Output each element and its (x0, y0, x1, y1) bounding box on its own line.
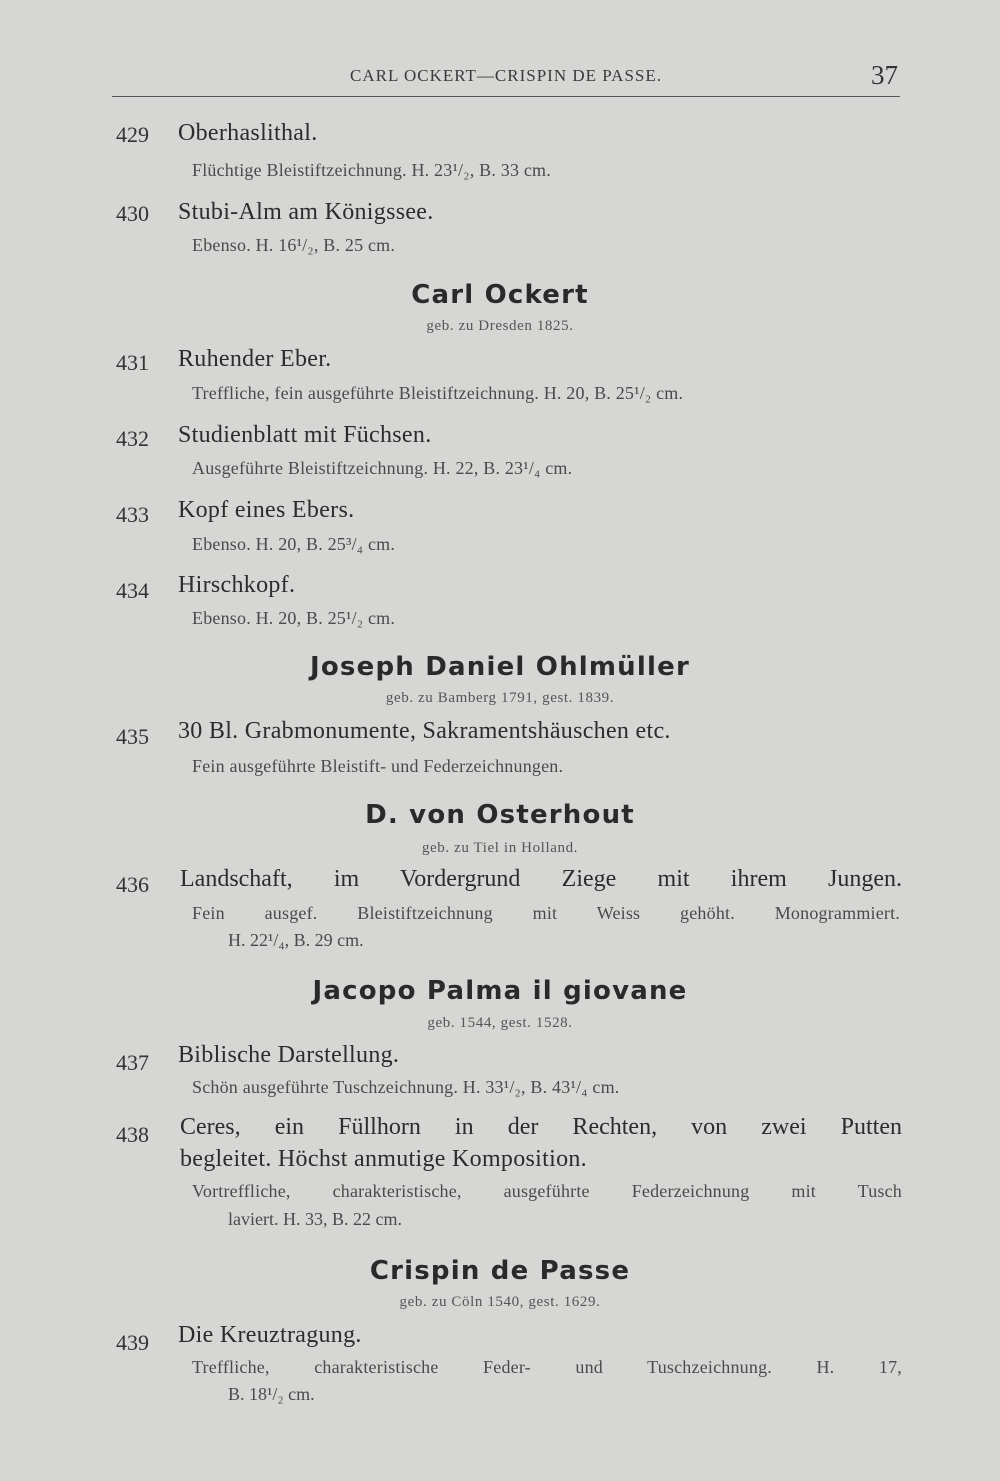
entry-title-continued: begleitet. Höchst anmutige Komposition. (180, 1146, 587, 1172)
entry-title: Stubi-Alm am Königssee. (178, 199, 434, 225)
entry-description: Ebenso. H. 16¹/₂, B. 25 cm. (192, 235, 396, 255)
artist-bio: geb. zu Tiel in Holland. (421, 840, 579, 856)
entry-number: 436 (116, 872, 149, 897)
entry-number: 430 (116, 201, 149, 226)
entry-number: 438 (116, 1122, 149, 1147)
entry-title: Ceres, ein Füllhorn in der Rechten, von zwei Putten (180, 1114, 902, 1140)
entry-title: 30 Bl. Grabmonumente, Sakramentshäuschen etc. (178, 718, 671, 744)
entry-number: 434 (116, 578, 149, 603)
entry-number: 439 (116, 1330, 149, 1355)
entry-description-continued: B. 18¹/₂ cm. (228, 1384, 315, 1404)
entry-title: Studienblatt mit Füchsen. (178, 422, 432, 448)
entry-description: Ausgeführte Bleistiftzeichnung. H. 22, B. 23¹/₄ cm. (192, 458, 573, 478)
entry-description: Flüchtige Bleistiftzeichnung. H. 23¹/₂, B. 33 cm. (192, 160, 551, 180)
entry-title: Die Kreuztragung. (178, 1322, 362, 1348)
entry-number: 429 (116, 122, 149, 147)
entry-number: 433 (116, 502, 149, 527)
artist-bio: geb. 1544, gest. 1528. (427, 1015, 573, 1031)
artist-heading: Joseph Daniel Ohlmüller (310, 652, 690, 682)
artist-heading: D. von Osterhout (365, 800, 635, 830)
entry-description: Fein ausgeführte Bleistift- und Federzeichnungen. (192, 756, 564, 776)
artist-bio: geb. zu Dresden 1825. (426, 318, 574, 334)
entry-number: 435 (116, 724, 149, 749)
entry-description: Ebenso. H. 20, B. 25¹/₂ cm. (192, 608, 396, 628)
artist-bio: geb. zu Cöln 1540, gest. 1629. (399, 1294, 601, 1310)
artist-heading: Carl Ockert (411, 280, 589, 310)
entry-description: Treffliche, fein ausgeführte Bleistiftzeichnung. H. 20, B. 25¹/₂ cm. (192, 383, 684, 403)
entry-title: Hirschkopf. (178, 572, 296, 598)
entry-description: Vortreffliche, charakteristische, ausgeführte Federzeichnung mit Tusch (192, 1181, 902, 1201)
artist-heading: Crispin de Passe (369, 1256, 631, 1286)
entry-title: Biblische Darstellung. (178, 1042, 400, 1068)
page-number: 37 (871, 60, 898, 90)
entry-title: Oberhaslithal. (178, 120, 318, 146)
artist-heading: Jacopo Palma il giovane (312, 976, 688, 1006)
header-title: CARL OCKERT—CRISPIN DE PASSE. (350, 66, 662, 85)
entry-title: Kopf eines Ebers. (178, 497, 355, 523)
entry-description-continued: laviert. H. 33, B. 22 cm. (228, 1209, 402, 1229)
entry-description: Fein ausgef. Bleistiftzeichnung mit Weiss gehöht. Monogrammiert. (192, 903, 900, 923)
entry-title: Ruhender Eber. (178, 346, 332, 372)
running-header (112, 62, 900, 97)
artist-bio: geb. zu Bamberg 1791, gest. 1839. (385, 690, 615, 706)
entry-number: 437 (116, 1050, 149, 1075)
entry-description: Schön ausgeführte Tuschzeichnung. H. 33¹/₂, B. 43¹/₄ cm. (192, 1077, 620, 1097)
entry-number: 431 (116, 350, 149, 375)
entry-description: Treffliche, charakteristische Feder- und Tuschzeichnung. H. 17, (192, 1357, 902, 1377)
entry-description: Ebenso. H. 20, B. 25³/₄ cm. (192, 534, 396, 554)
entry-description-continued: H. 22¹/₄, B. 29 cm. (228, 930, 364, 950)
entry-number: 432 (116, 426, 149, 451)
entry-title: Landschaft, im Vordergrund Ziege mit ihrem Jungen. (180, 866, 902, 892)
